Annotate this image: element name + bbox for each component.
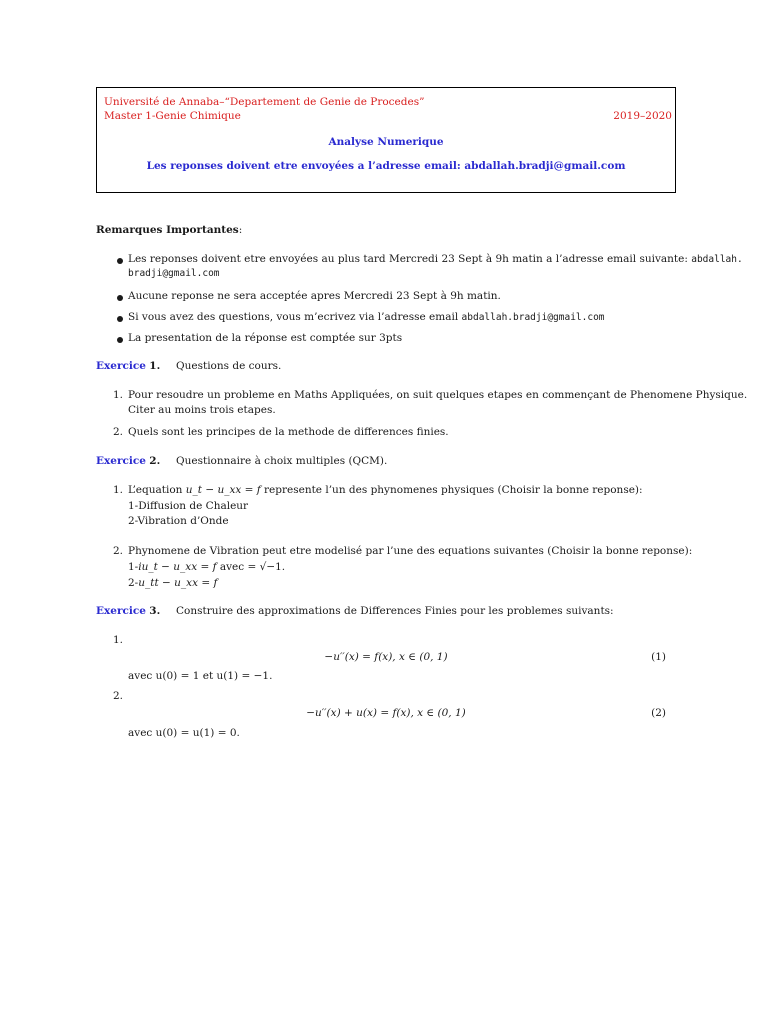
exercise-1-q1-line2: Citer au moins trois etapes. <box>128 404 276 416</box>
remark-item-1-email-part1[interactable]: abdallah. <box>691 254 743 265</box>
exercise-2-q2-text: Phynomene de Vibration peut etre modelisé par l’une des equations suivantes (Choisir la bonne reponse): <box>128 545 693 557</box>
exercise-2-q2-option-1-mid: avec = <box>219 561 257 573</box>
exercise-2-title: Questionnaire à choix multiples (QCM). <box>176 455 388 467</box>
bullet-icon <box>117 337 123 343</box>
exercise-3-p2-condition: avec u(0) = u(1) = 0. <box>128 727 240 739</box>
remark-item-3-text: Si vous avez des questions, vous m’ecrivez via l’adresse email <box>128 311 459 323</box>
remark-item-1-text: Les reponses doivent etre envoyées au plus tard Mercredi 23 Sept à 9h matin a l’adresse email suivante: <box>128 253 688 265</box>
email-notice: Les reponses doivent etre envoyées a l’adresse email: abdallah.bradji@gmail.com <box>146 160 626 172</box>
exercise-1-q1-line1: Pour resoudre un probleme en Maths Appliquées, on suit quelques etapes en commençant de Phenomene Physique. <box>128 389 748 401</box>
exercise-2-q2-number: 2. <box>113 545 124 557</box>
remark-item-3 <box>128 311 605 323</box>
bullet-icon <box>117 316 123 322</box>
exercise-1-label: Exercice <box>96 360 146 372</box>
remarks-title: Remarques Importantes <box>96 224 239 236</box>
exercise-2-number: 2. <box>149 455 161 467</box>
program-name: Master 1-Genie Chimique <box>104 110 241 122</box>
remark-item-3-email[interactable]: abdallah.bradji@gmail.com <box>461 312 605 323</box>
exercise-3-number: 3. <box>149 605 161 617</box>
exercise-2-q2-option-1-equation: iu_t − u_xx = f <box>138 561 217 573</box>
exercise-2-q2-option-2-equation: u_tt − u_xx = f <box>138 577 218 589</box>
exercise-2-q1-post: represente l’un des phynomenes physiques (Choisir la bonne reponse): <box>264 484 643 496</box>
exercise-1-heading <box>96 360 160 372</box>
exercise-1-q1-number: 1. <box>113 389 124 401</box>
exercise-2-q1-equation: u_t − u_xx = f <box>185 484 261 496</box>
exercise-1-q2: Quels sont les principes de la methode de differences finies. <box>128 426 449 438</box>
exercise-3-label: Exercice <box>96 605 146 617</box>
course-title: Analyse Numerique <box>328 136 444 148</box>
exercise-2-q1-option-1: 1-Diffusion de Chaleur <box>128 500 249 512</box>
exercise-3-heading <box>96 605 160 617</box>
exercise-3-equation-1-tag: (1) <box>651 651 666 663</box>
exercise-2-q2-option-2 <box>128 577 217 589</box>
exercise-3-equation-2: −u′′(x) + u(x) = f(x), x ∈ (0, 1) <box>306 707 466 719</box>
exercise-2-q2-option-1 <box>128 561 285 573</box>
exercise-1-number: 1. <box>149 360 161 372</box>
remark-item-1-email-part2[interactable]: bradji@gmail.com <box>128 268 220 279</box>
remark-item-1 <box>128 253 743 265</box>
exercise-3-p1-condition: avec u(0) = 1 et u(1) = −1. <box>128 670 273 682</box>
exercise-3-title: Construire des approximations de Differences Finies pour les problemes suivants: <box>176 605 614 617</box>
remark-item-4: La presentation de la réponse est comptée sur 3pts <box>128 332 403 344</box>
exercise-2-heading <box>96 455 160 467</box>
exercise-2-q2-option-1-end: . <box>281 561 286 573</box>
exercise-2-label: Exercice <box>96 455 146 467</box>
exercise-2-q2-option-1-root: √−1 <box>259 561 282 573</box>
exercise-2-q1-pre: L’equation <box>128 484 183 496</box>
exercise-3-equation-1: −u′′(x) = f(x), x ∈ (0, 1) <box>324 651 448 663</box>
exercise-2-q1-option-2: 2-Vibration d’Onde <box>128 515 229 527</box>
exercise-1-title: Questions de cours. <box>176 360 282 372</box>
exercise-2-q2-option-1-pre: 1- <box>128 561 139 573</box>
bullet-icon <box>117 258 123 264</box>
exercise-2-q1-number: 1. <box>113 484 124 496</box>
exercise-3-p1-number: 1. <box>113 634 124 646</box>
exercise-2-q2-option-2-pre: 2- <box>128 577 139 589</box>
remarks-heading <box>96 224 242 236</box>
bullet-icon <box>117 295 123 301</box>
remark-item-2: Aucune reponse ne sera acceptée apres Mercredi 23 Sept à 9h matin. <box>128 290 501 302</box>
exercise-3-equation-2-tag: (2) <box>651 707 666 719</box>
exercise-3-p2-number: 2. <box>113 690 124 702</box>
academic-year: 2019–2020 <box>613 110 672 122</box>
remarks-colon: : <box>238 224 243 236</box>
exercise-2-q1 <box>128 484 643 496</box>
exercise-1-q2-number: 2. <box>113 426 124 438</box>
university-name: Université de Annaba–“Departement de Genie de Procedes” <box>104 96 425 108</box>
